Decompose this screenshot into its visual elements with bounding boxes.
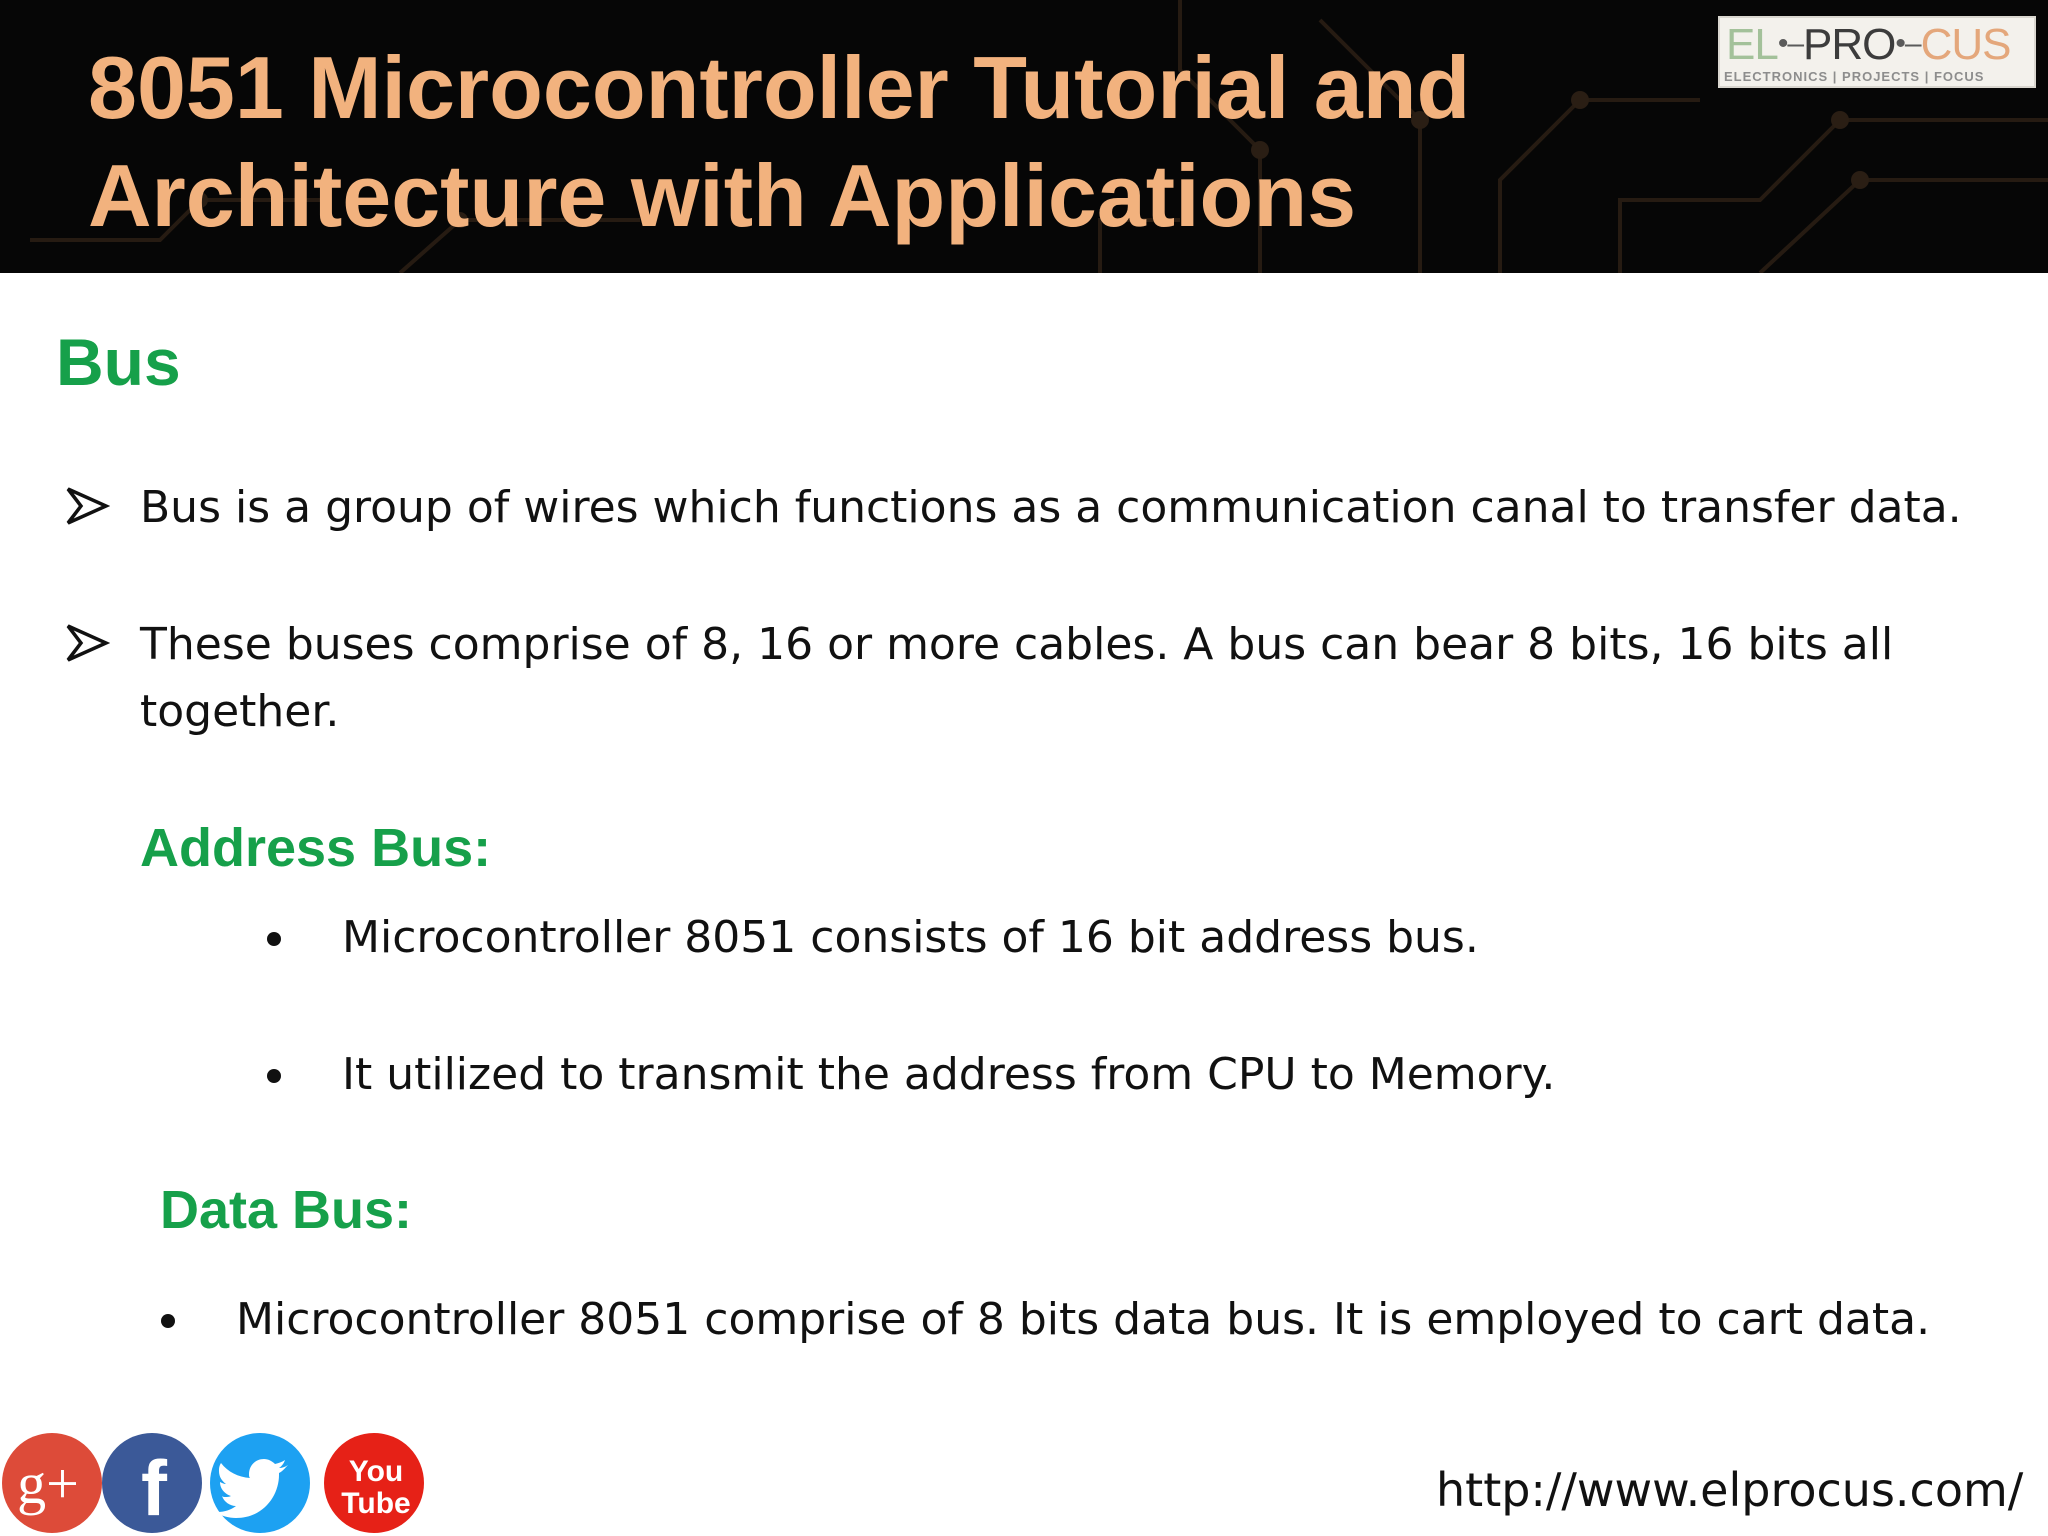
- section-heading-bus: Bus: [56, 325, 181, 399]
- logo-pro: PRO: [1803, 20, 1896, 69]
- slide-title: [88, 34, 1470, 250]
- logo-connector-icon: •–: [1895, 27, 1921, 60]
- address-bus-item-2: It utilized to transmit the address from CPU to Memory.: [342, 1049, 1556, 1100]
- arrow-bullet-icon: [64, 486, 110, 526]
- logo-tagline: ELECTRONICS | PROJECTS | FOCUS: [1724, 70, 1985, 84]
- slide-title-line-2: Architecture with Applications: [88, 146, 1357, 245]
- youtube-label-line-1: You: [348, 1455, 404, 1488]
- youtube-icon[interactable]: [322, 1431, 426, 1535]
- logo-cus: CUS: [1920, 20, 2011, 69]
- bullet-icon: [267, 932, 281, 946]
- bullet-icon: [161, 1314, 175, 1328]
- twitter-icon[interactable]: [208, 1431, 312, 1535]
- header-banner: [0, 0, 2048, 273]
- bus-point-2-line-1: These buses comprise of 8, 16 or more cables. A bus can bear 8 bits, 16 bits all: [140, 619, 1894, 670]
- bus-point-2-line-2: together.: [140, 686, 340, 737]
- bus-point-1: Bus is a group of wires which functions as a communication canal to transfer data.: [140, 482, 1962, 533]
- logo-el: EL: [1726, 20, 1778, 69]
- logo-connector-icon: •–: [1777, 27, 1804, 60]
- facebook-icon[interactable]: [100, 1431, 204, 1535]
- data-bus-heading: Data Bus:: [160, 1180, 413, 1240]
- address-bus-item-1: Microcontroller 8051 consists of 16 bit address bus.: [342, 912, 1479, 963]
- logo-wordmark: [1726, 20, 2010, 69]
- arrow-bullet-icon: [64, 623, 110, 663]
- slide-title-line-1: 8051 Microcontroller Tutorial and: [88, 38, 1471, 137]
- facebook-label: f: [141, 1444, 167, 1532]
- footer-url-link[interactable]: http://www.elprocus.com/: [1436, 1463, 2024, 1517]
- elprocus-logo: [1718, 16, 2036, 88]
- bullet-icon: [267, 1069, 281, 1083]
- data-bus-item-1: Microcontroller 8051 comprise of 8 bits data bus. It is employed to cart data.: [236, 1294, 1931, 1345]
- address-bus-heading: Address Bus:: [140, 818, 492, 878]
- google-plus-icon[interactable]: [0, 1431, 104, 1535]
- google-plus-label: g+: [17, 1451, 79, 1516]
- youtube-label-line-2: Tube: [341, 1487, 411, 1520]
